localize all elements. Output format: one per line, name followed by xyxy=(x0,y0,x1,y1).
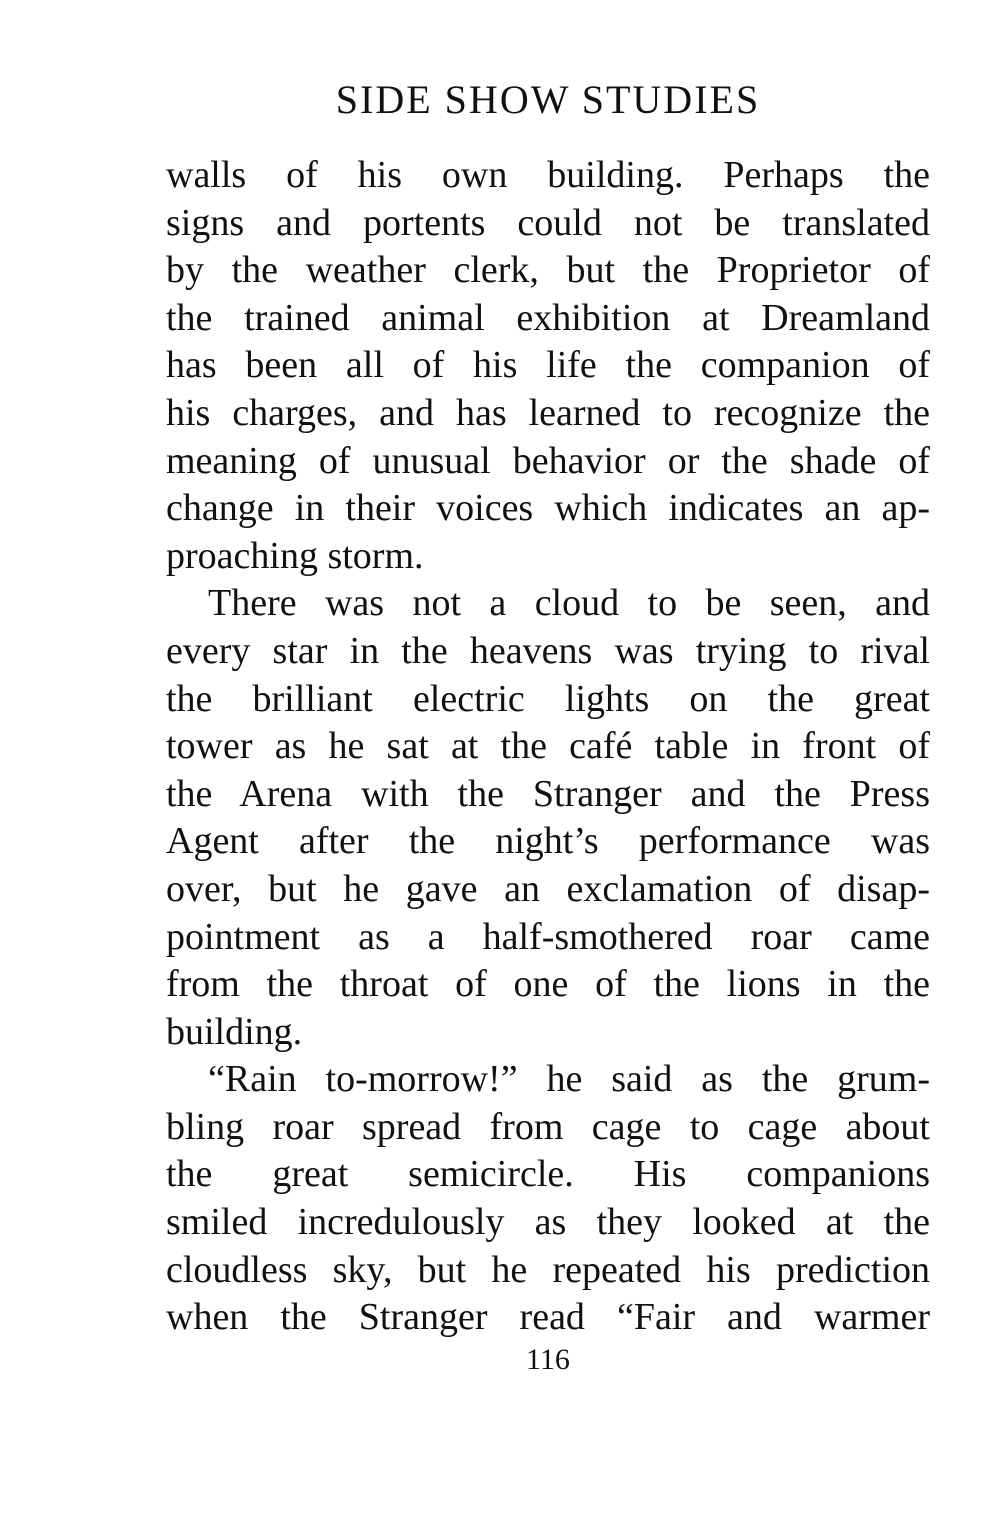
body-text xyxy=(166,152,930,1342)
text-line: change in their voices which indicates an ap- xyxy=(166,487,930,530)
text-line: walls of his own building. Perhaps the xyxy=(166,154,930,196)
text-line: when the Stranger read “Fair and warmer xyxy=(166,1296,930,1339)
text-line: proaching storm. xyxy=(166,534,424,577)
text-line: by the weather clerk, but the Proprietor of xyxy=(166,249,930,292)
text-line: the brilliant electric lights on the great xyxy=(166,677,930,720)
text-line: “Rain to-morrow!” he said as the grum- xyxy=(208,1058,930,1101)
text-line: every star in the heavens was trying to rival xyxy=(166,629,930,672)
text-line: tower as he sat at the café table in front of xyxy=(166,725,930,768)
text-line: the trained animal exhibition at Dreamland xyxy=(166,296,930,339)
text-line: meaning of unusual behavior or the shade of xyxy=(166,439,930,482)
text-line: the great semicircle. His companions xyxy=(166,1153,930,1196)
text-line: cloudless sky, but he repeated his prediction xyxy=(166,1248,930,1291)
running-head: SIDE SHOW STUDIES xyxy=(335,77,761,122)
text-line: smiled incredulously as they looked at the xyxy=(166,1201,930,1244)
text-line: bling roar spread from cage to cage about xyxy=(166,1105,930,1148)
text-line: from the throat of one of the lions in the xyxy=(166,963,930,1006)
text-line: building. xyxy=(166,1010,303,1053)
text-line: over, but he gave an exclamation of disap- xyxy=(166,867,930,910)
text-line: signs and portents could not be translated xyxy=(166,201,930,244)
text-line: the Arena with the Stranger and the Press xyxy=(166,772,930,815)
text-line: Agent after the night’s performance was xyxy=(166,820,930,863)
text-line: his charges, and has learned to recognize the xyxy=(166,391,930,434)
page-number: 116 xyxy=(526,1343,570,1376)
text-line: has been all of his life the companion of xyxy=(166,344,930,387)
text-line: There was not a cloud to be seen, and xyxy=(208,582,930,625)
text-line: pointment as a half-smothered roar came xyxy=(166,915,930,958)
